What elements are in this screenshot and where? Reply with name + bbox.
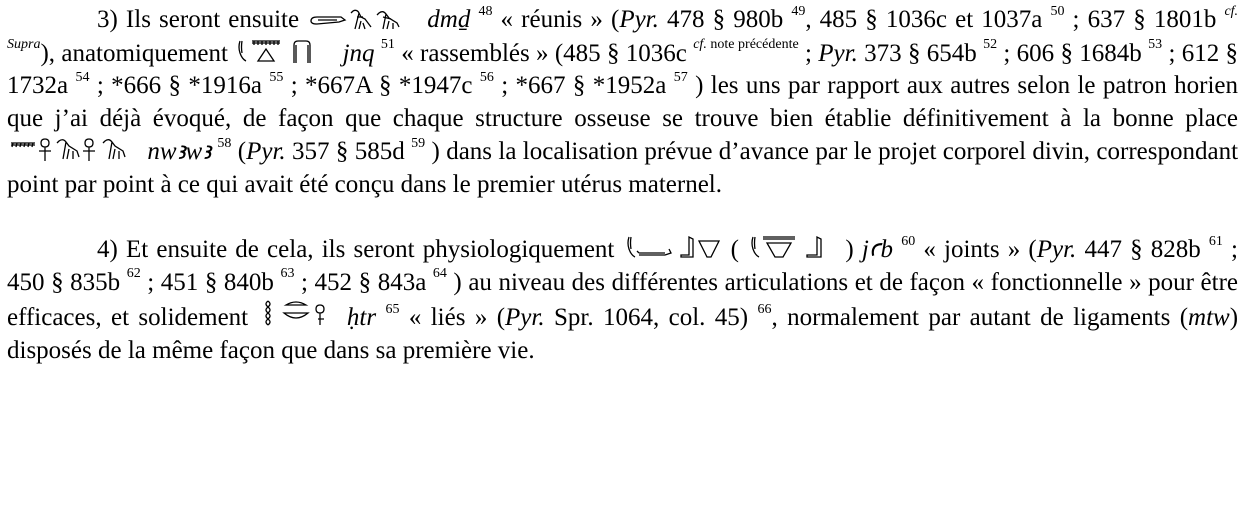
- footnote-ref: 63: [280, 266, 295, 282]
- transliteration-or-reference: ḥtr: [346, 304, 377, 331]
- text-run: ; *666 § *1916a: [89, 72, 270, 99]
- footnote-ref: 56: [479, 69, 494, 85]
- text-run: « réunis » (: [492, 6, 620, 33]
- text-run: ; 452 § 843a: [294, 268, 433, 296]
- hieroglyph-jab-icon: [625, 233, 721, 261]
- hieroglyph-dmd-icon: [309, 7, 417, 31]
- text-run: ; 606 § 1684b: [997, 39, 1149, 67]
- hieroglyph-nwsws-icon: [9, 135, 139, 163]
- footnote-ref: 58: [217, 135, 232, 151]
- transliteration-or-reference: Pyr.: [619, 6, 659, 33]
- transliteration-or-reference: mtw: [1188, 304, 1230, 331]
- footnote-ref: 50: [1050, 3, 1065, 19]
- paragraph-p4: [7, 233, 1238, 367]
- text-run: (: [722, 236, 748, 263]
- transliteration-or-reference: jnq: [342, 39, 375, 67]
- text-run: 357 § 585d: [285, 138, 412, 165]
- text-run: [338, 304, 347, 331]
- cross-reference-note: cf. Supra: [7, 3, 1239, 53]
- footnote-ref: 60: [901, 233, 916, 249]
- text-run: , normalement par autant de ligaments (: [771, 304, 1189, 331]
- transliteration-or-reference: Pyr.: [818, 39, 858, 67]
- footnote-ref: 52: [983, 37, 998, 53]
- transliteration-or-reference: jꜥb: [861, 236, 894, 263]
- text-run: « joints » (: [915, 236, 1037, 263]
- text-run: ): [837, 236, 862, 263]
- text-run: « liés » (: [399, 304, 506, 331]
- footnote-ref: 66: [757, 301, 772, 317]
- transliteration-or-reference: nwꜣwꜣ: [147, 138, 212, 165]
- footnote-ref: 61: [1208, 233, 1223, 249]
- footnote-ref: 51: [380, 37, 395, 53]
- transliteration-or-reference: dmḏ: [427, 6, 471, 33]
- text-run: [375, 40, 381, 67]
- text-run: , 485 § 1036c et 1037a: [805, 6, 1051, 33]
- text-run: 447 § 828b: [1076, 236, 1209, 263]
- footnote-ref: 48: [478, 3, 493, 19]
- text-run: 4) Et ensuite de cela, ils seront physiologiquement: [97, 236, 623, 263]
- text-run: ; 451 § 840b: [140, 268, 281, 296]
- cross-reference-text: note précédente: [706, 37, 799, 53]
- text-run: [893, 236, 901, 263]
- paragraph-p3: [7, 4, 1238, 201]
- text-run: Spr. 1064, col. 45): [544, 304, 758, 331]
- text-run: ) dans la localisation prévue d’avance par le projet corporel divin, correspondant point par point à ce qui avait été conçu dans le premier utérus maternel.: [7, 138, 1239, 198]
- text-run: ) au niveau des différentes articulations et de façon « fonctionnelle » pour être efficaces, et solidement: [7, 268, 1239, 331]
- footnote-ref: 54: [75, 69, 90, 85]
- text-run: 478 § 980b: [658, 6, 792, 33]
- text-run: ), anatomiquement: [40, 39, 235, 67]
- hieroglyph-jab-variant-icon: [749, 233, 835, 261]
- text-run: « rassemblés » (485 § 1036c: [394, 39, 694, 67]
- text-run: ; *667 § *1952a: [493, 72, 674, 99]
- text-run: ) disposés de la même façon que dans sa première vie.: [7, 304, 1239, 364]
- text-run: ) les uns par rapport aux autres selon le patron horien que j’ai déjà évoqué, de façon que chaque structure osseuse se trouve bien établie définitivement à la bonne place: [7, 72, 1238, 132]
- hieroglyph-jnq-icon: [236, 37, 334, 65]
- text-run: 3) Ils seront ensuite: [97, 6, 308, 33]
- hieroglyph-htr-icon: [260, 299, 336, 329]
- transliteration-or-reference: Pyr.: [505, 304, 545, 331]
- footnote-ref: 64: [432, 266, 447, 282]
- transliteration-or-reference: Pyr.: [246, 138, 286, 165]
- footnote-ref: 59: [411, 135, 426, 151]
- text-run: ; 637 § 1801b: [1064, 6, 1225, 33]
- text-run: (: [231, 138, 247, 165]
- transliteration-or-reference: Pyr.: [1036, 236, 1077, 263]
- footnote-ref: 49: [791, 3, 806, 19]
- footnote-ref: 65: [385, 301, 400, 317]
- footnote-ref: 62: [126, 266, 141, 282]
- cross-reference-cf: cf.: [693, 37, 707, 53]
- cross-reference-note: [693, 37, 798, 52]
- text-run: ;: [798, 39, 819, 67]
- text-run: ; *667A § *1947c: [283, 72, 480, 99]
- text-run: ; 450 § 835b: [7, 236, 1239, 296]
- text-run: ; 612 § 1732a: [7, 39, 1239, 99]
- text-run: 373 § 654b: [857, 39, 984, 67]
- footnote-ref: 55: [269, 69, 284, 85]
- footnote-ref: 53: [1148, 37, 1163, 53]
- footnote-ref: 57: [673, 69, 688, 85]
